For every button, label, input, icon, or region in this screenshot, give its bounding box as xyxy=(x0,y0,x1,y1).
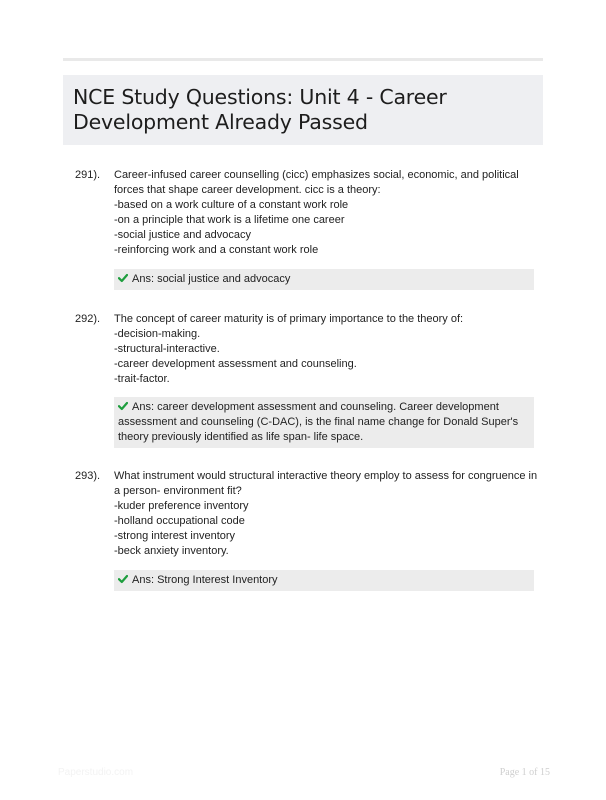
question-text: What instrument would structural interactive theory employ to assess for congruence in a person- environment fit? xyxy=(114,470,538,497)
answer-text: Ans: Strong Interest Inventory xyxy=(132,574,278,586)
answer-box xyxy=(114,397,534,448)
answer-text: Ans: career development assessment and counseling. Career development assessment and counseling (C-DAC), is the final name change for Donald Super's theory previously identified as life span- life space. xyxy=(118,401,519,443)
footer-watermark: Paperstudio.com xyxy=(58,767,134,778)
question-text: Career-infused career counselling (cicc) emphasizes social, economic, and political forces that shape career development. cicc is a theory: xyxy=(114,169,519,196)
answer-option: -decision-making. xyxy=(114,328,201,340)
answer-option: -trait-factor. xyxy=(114,373,170,385)
answer-option: -strong interest inventory xyxy=(114,530,236,542)
question-body xyxy=(114,312,539,387)
answer-option: -holland occupational code xyxy=(114,515,245,527)
answer-box xyxy=(114,269,534,290)
check-icon xyxy=(118,401,128,411)
answer-option: -career development assessment and counseling. xyxy=(114,358,357,370)
question-number: 291). xyxy=(75,169,101,181)
page-title: NCE Study Questions: Unit 4 - Career Development Already Passed xyxy=(73,85,447,134)
check-icon xyxy=(118,273,128,283)
answer-option: -on a principle that work is a lifetime one career xyxy=(114,214,345,226)
answer-option: -structural-interactive. xyxy=(114,343,220,355)
question-body xyxy=(114,469,539,559)
page-number: Page 1 of 15 xyxy=(499,767,550,778)
answer-box xyxy=(114,570,534,591)
answer-option: -based on a work culture of a constant work role xyxy=(114,199,349,211)
question-number: 292). xyxy=(75,313,101,325)
answer-text: Ans: social justice and advocacy xyxy=(132,273,291,285)
top-divider xyxy=(63,58,543,61)
check-icon xyxy=(118,574,128,584)
question-number: 293). xyxy=(75,470,101,482)
title-box xyxy=(63,75,543,145)
answer-option: -social justice and advocacy xyxy=(114,229,251,241)
question-body xyxy=(114,168,539,258)
answer-option: -kuder preference inventory xyxy=(114,500,249,512)
answer-option: -beck anxiety inventory. xyxy=(114,545,229,557)
answer-option: -reinforcing work and a constant work role xyxy=(114,244,319,256)
question-text: The concept of career maturity is of primary importance to the theory of: xyxy=(114,313,464,325)
